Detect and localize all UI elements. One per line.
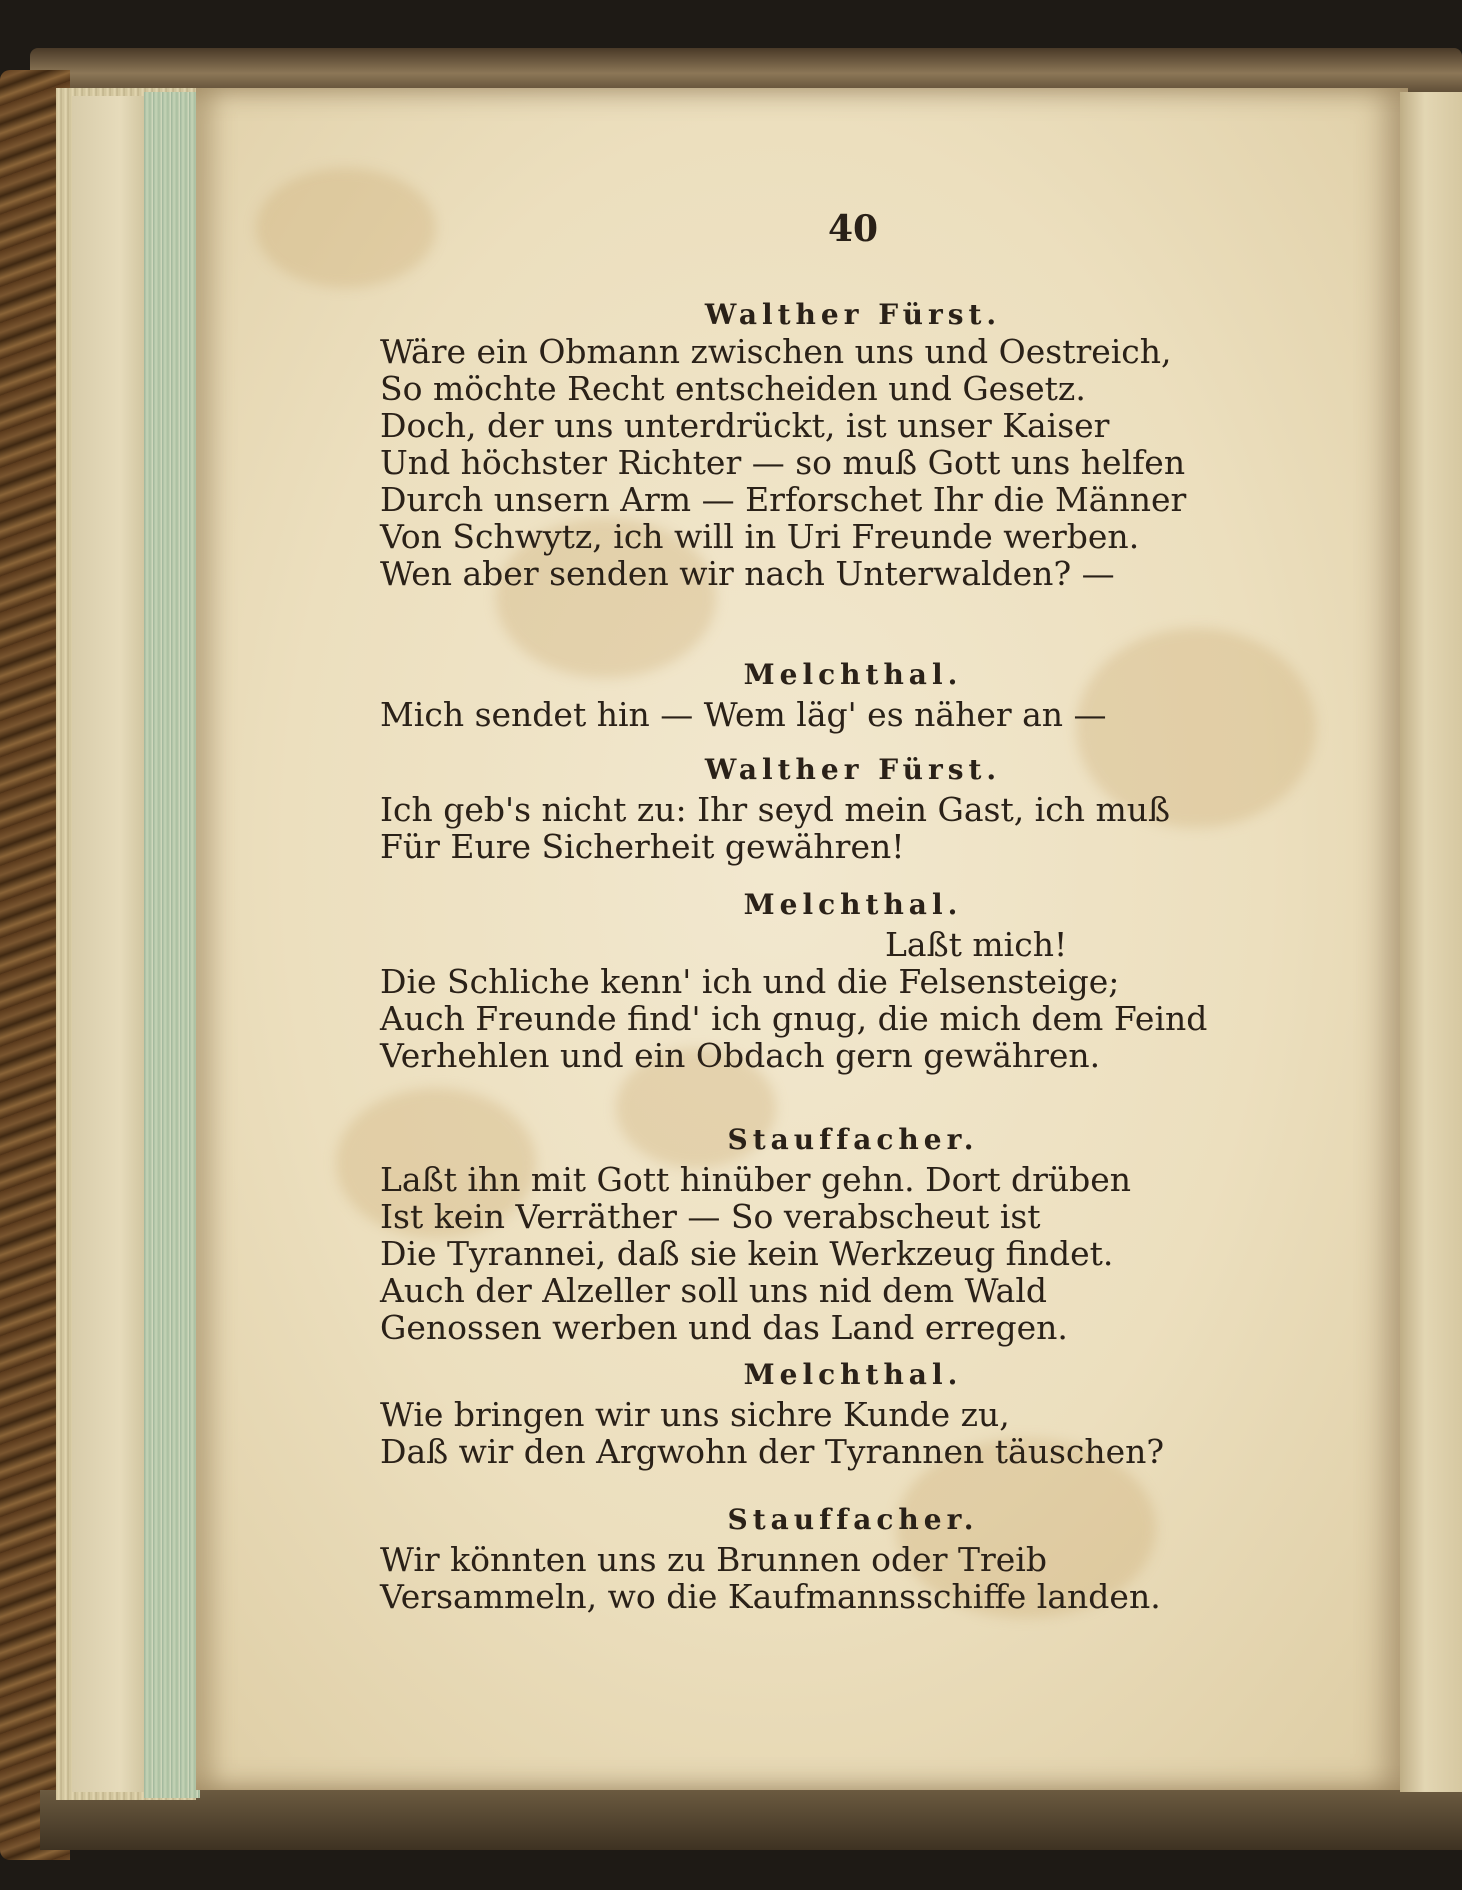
verse-line: Verhehlen und ein Obdach gern gewähren.: [380, 1036, 1101, 1075]
speaker-name: Walther Fürst.: [704, 753, 1002, 786]
verse-line: Laßt ihn mit Gott hinüber gehn. Dort drüben: [380, 1160, 1132, 1199]
verse-line: Die Schliche kenn' ich und die Felsensteige;: [380, 962, 1120, 1001]
verse-line: Ist kein Verräther — So verabscheut ist: [380, 1197, 1041, 1236]
facing-page-edge: [1400, 92, 1462, 1792]
speaker-name: Stauffacher.: [727, 1503, 979, 1536]
verse-line: Durch unsern Arm — Erforschet Ihr die Männer: [380, 480, 1187, 519]
verse-line: Mich sendet hin — Wem läg' es näher an —: [380, 695, 1107, 734]
verse-line: Die Tyrannei, daß sie kein Werkzeug findet.: [380, 1234, 1114, 1273]
verse-line: Ich geb's nicht zu: Ihr seyd mein Gast, ich muß: [380, 790, 1171, 829]
verse-line: Und höchster Richter — so muß Gott uns helfen: [380, 443, 1186, 482]
speaker-name: Stauffacher.: [727, 1123, 979, 1156]
speaker-name: Melchthal.: [743, 888, 963, 921]
verse-line: Wäre ein Obmann zwischen uns und Oestreich,: [380, 332, 1172, 371]
page-stack-inner: [72, 96, 152, 1792]
verse-line: Versammeln, wo die Kaufmannsschiffe landen.: [380, 1577, 1161, 1616]
speaker-name: Melchthal.: [743, 1358, 963, 1391]
verse-line: Wir könnten uns zu Brunnen oder Treib: [380, 1540, 1047, 1579]
verse-line: Doch, der uns unterdrückt, ist unser Kaiser: [380, 406, 1110, 445]
verse-line: Wen aber senden wir nach Unterwalden? —: [380, 554, 1115, 593]
book-cover-bottom: [40, 1790, 1462, 1850]
green-page-edge: [144, 92, 200, 1798]
page-number: 40: [827, 208, 879, 250]
verse-line: Laßt mich!: [885, 925, 1068, 964]
verse-line: Genossen werben und das Land erregen.: [380, 1308, 1068, 1347]
verse-line: Von Schwytz, ich will in Uri Freunde werben.: [380, 517, 1140, 556]
verse-line: Wie bringen wir uns sichre Kunde zu,: [380, 1395, 1010, 1434]
verse-line: Für Eure Sicherheit gewähren!: [380, 827, 905, 866]
speaker-name: Walther Fürst.: [704, 298, 1002, 331]
verse-line: Daß wir den Argwohn der Tyrannen täuschen?: [380, 1432, 1165, 1471]
speaker-name: Melchthal.: [743, 658, 963, 691]
verse-line: So möchte Recht entscheiden und Gesetz.: [380, 369, 1086, 408]
verse-line: Auch der Alzeller soll uns nid dem Wald: [380, 1271, 1048, 1310]
verse-line: Auch Freunde find' ich gnug, die mich dem Feind: [380, 999, 1208, 1038]
